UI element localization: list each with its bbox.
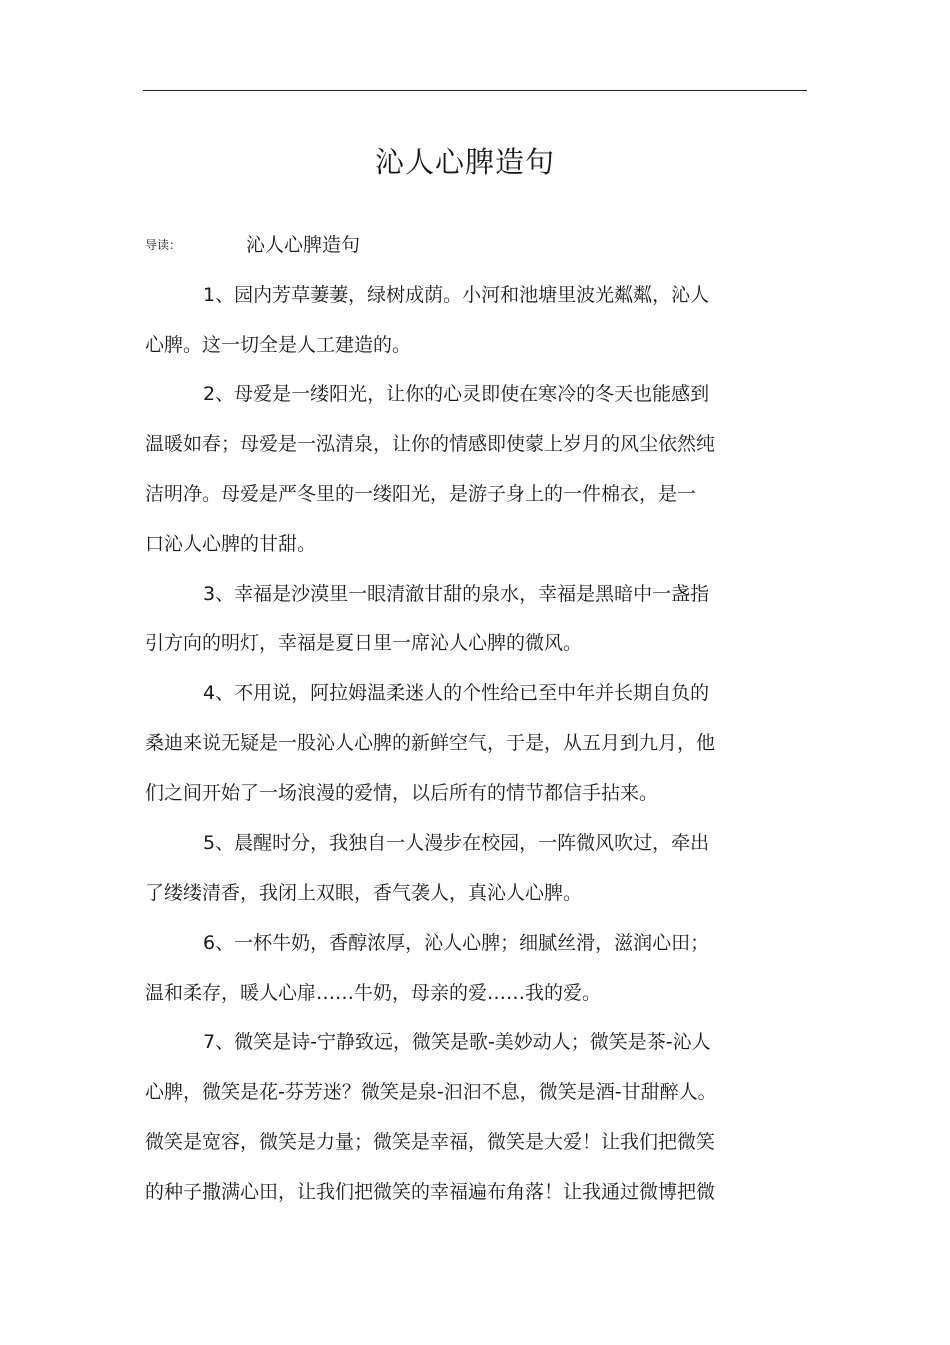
text-line: 心脾。这一切全是人工建造的。: [145, 334, 412, 356]
text-line: 5、晨醒时分，我独自一人漫步在校园，一阵微风吹过，牵出: [203, 832, 710, 854]
page-title: 沁人心脾造句: [374, 145, 555, 179]
intro-label: 导读：: [145, 238, 182, 252]
intro-text: 沁人心脾造句: [246, 234, 361, 256]
text-line: 们之间开始了一场浪漫的爱情，以后所有的情节都信手拈来。: [145, 782, 659, 804]
text-line: 桑迪来说无疑是一股沁人心脾的新鲜空气，于是，从五月到九月，他: [145, 732, 716, 754]
text-line: 口沁人心脾的甘甜。: [145, 533, 317, 555]
text-line: 微笑是宽容，微笑是力量；微笑是幸福，微笑是大爱！让我们把微笑: [145, 1131, 716, 1153]
text-line: 1、园内芳草萋萋，绿树成荫。小河和池塘里波光粼粼，沁人: [203, 284, 710, 306]
text-line: 6、一杯牛奶，香醇浓厚，沁人心脾；细腻丝滑，滋润心田；: [203, 932, 710, 954]
text-line: 3、幸福是沙漠里一眼清澈甘甜的泉水，幸福是黑暗中一盏指: [203, 583, 710, 605]
text-line: 洁明净。母爱是严冬里的一缕阳光，是游子身上的一件棉衣，是一: [145, 483, 697, 505]
text-line: 心脾，微笑是花-芬芳迷？微笑是泉-汩汩不息，微笑是酒-甘甜醉人。: [145, 1081, 717, 1103]
text-line: 7、微笑是诗-宁静致远，微笑是歌-美妙动人；微笑是茶-沁人: [203, 1031, 711, 1053]
text-line: 了缕缕清香，我闭上双眼，香气袭人，真沁人心脾。: [145, 882, 583, 904]
text-line: 温和柔存，暖人心扉……牛奶，母亲的爱……我的爱。: [145, 982, 602, 1004]
text-line: 2、母爱是一缕阳光，让你的心灵即使在寒冷的冬天也能感到: [203, 383, 710, 405]
text-line: 的种子撒满心田，让我们把微笑的幸福遍布角落！让我通过微博把微: [145, 1181, 716, 1203]
text-line: 引方向的明灯，幸福是夏日里一席沁人心脾的微风。: [145, 632, 583, 654]
text-line: 温暖如春；母爱是一泓清泉，让你的情感即使蒙上岁月的风尘依然纯: [145, 433, 716, 455]
text-line: 4、不用说，阿拉姆温柔迷人的个性给已至中年并长期自负的: [203, 682, 710, 704]
header-rule: [143, 90, 807, 91]
